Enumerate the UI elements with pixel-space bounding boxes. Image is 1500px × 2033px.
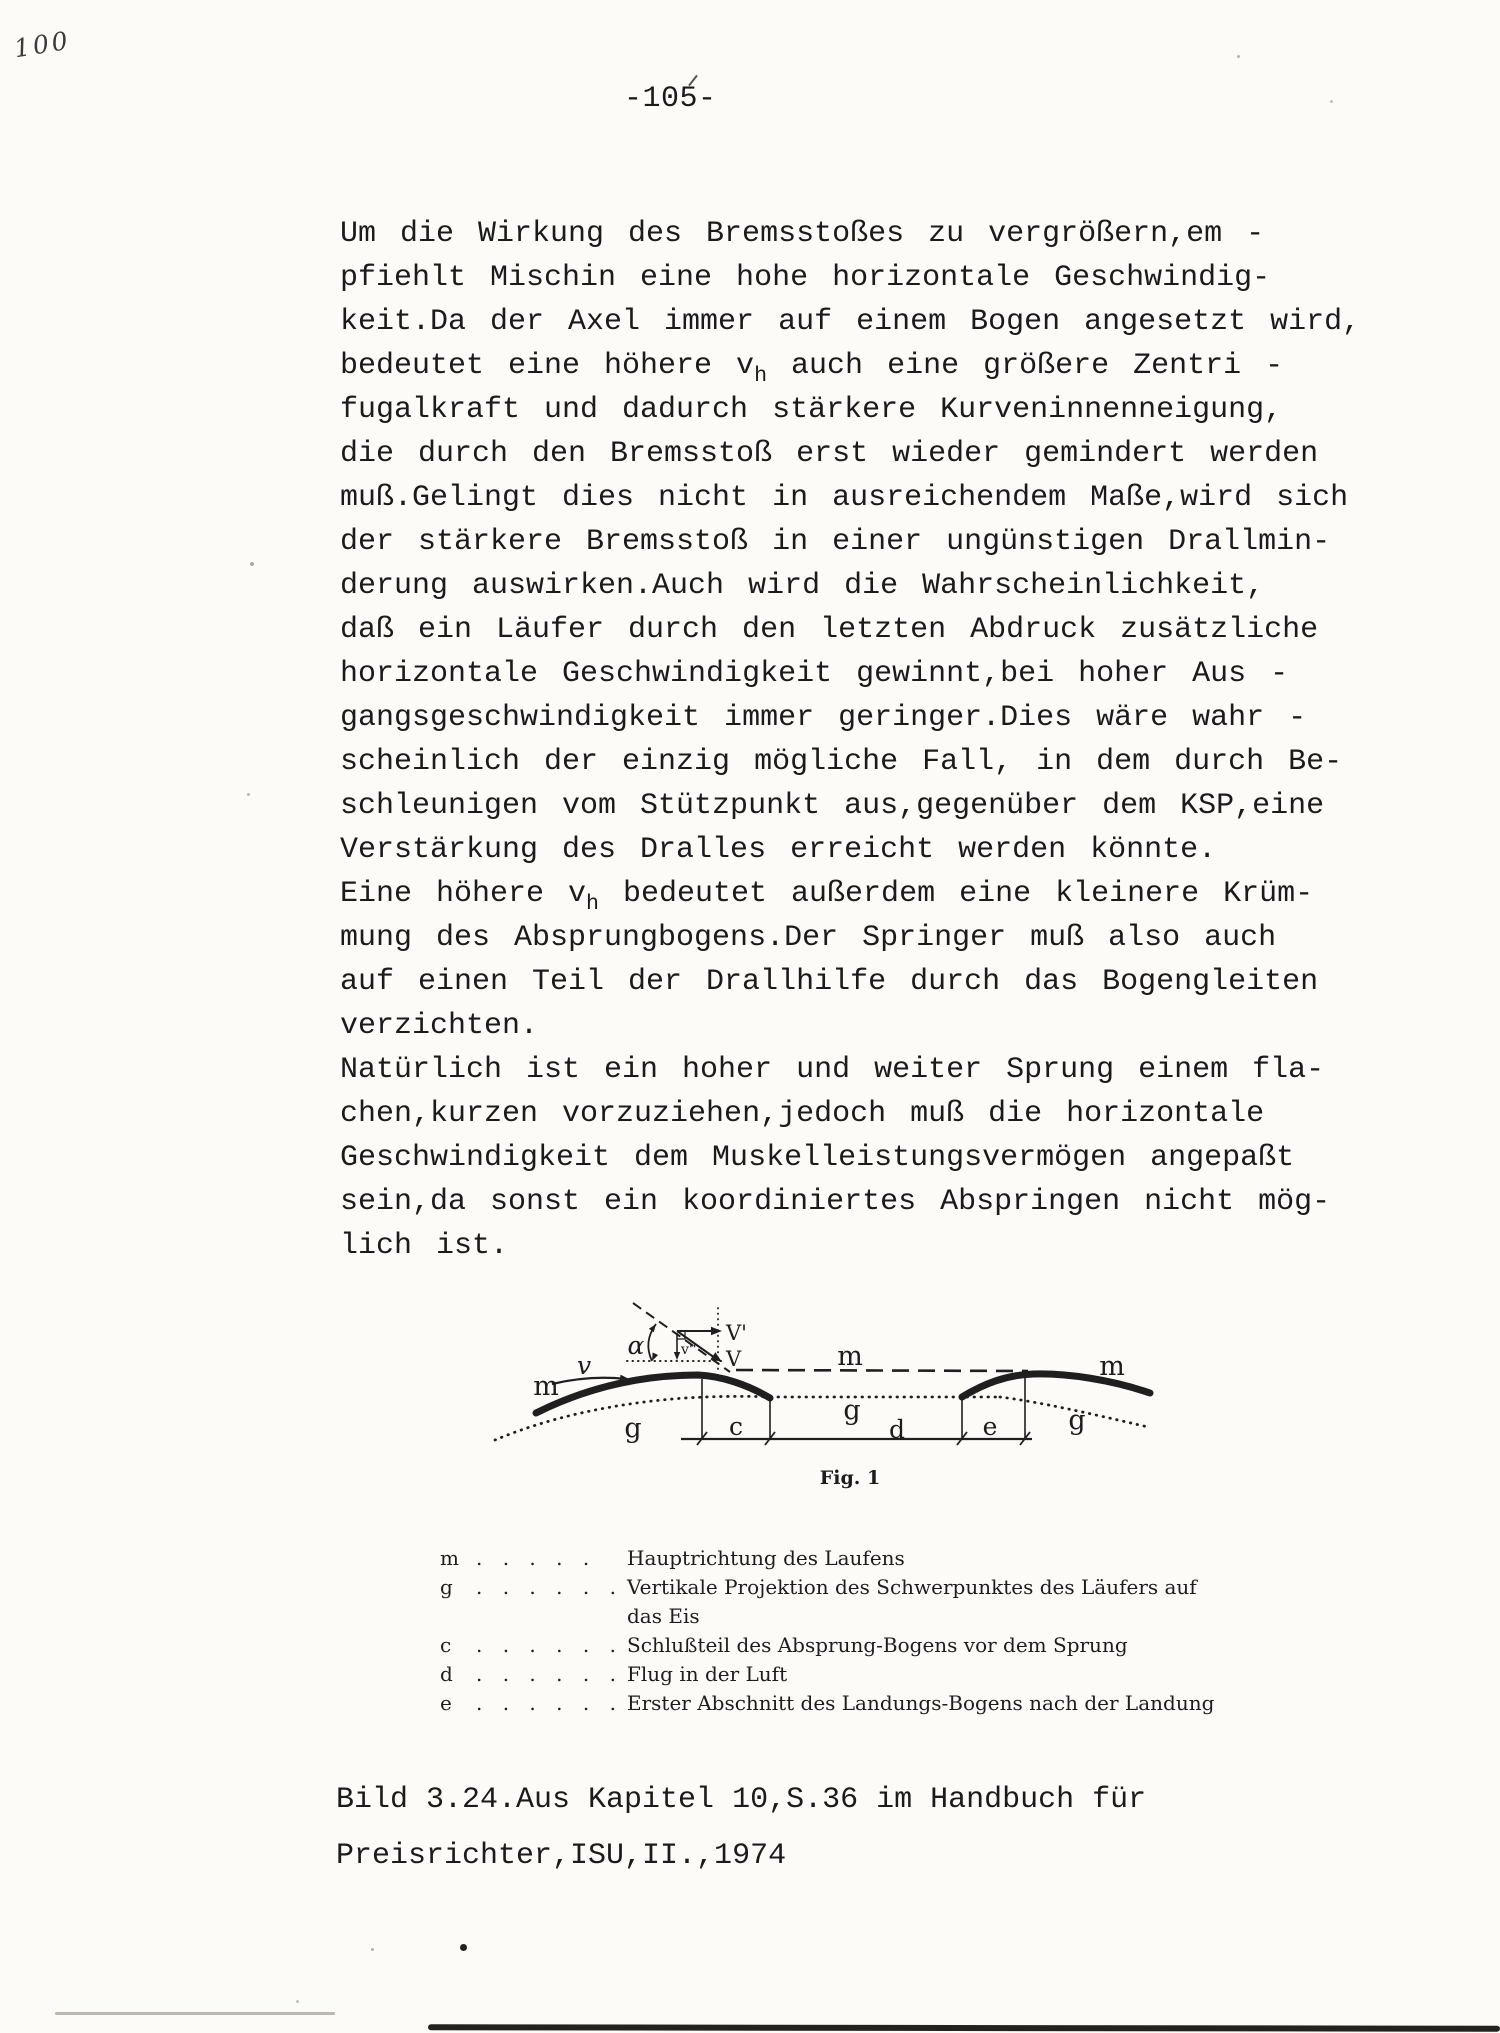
text-segment: chen,kurzen vorzuziehen,jedoch muß die horizontale: [340, 1097, 1265, 1131]
page-number: -105-: [624, 82, 717, 116]
body-line: [340, 784, 1380, 828]
label-m-left: m: [533, 1371, 559, 1402]
text-segment: Verstärkung des Dralles erreicht werden könnte.: [340, 833, 1217, 867]
scan-speck: [296, 2000, 299, 2003]
legend-key: g: [440, 1575, 453, 1599]
m-direction-line: [736, 1370, 1028, 1371]
text-segment: keit.Da der Axel immer auf einem Bogen angesetzt wird,: [340, 305, 1361, 339]
body-line: [340, 256, 1380, 300]
text-segment: bedeutet eine höhere v: [340, 349, 755, 383]
legend-row: [440, 1602, 1340, 1631]
label-v-prime: V': [726, 1321, 747, 1345]
text-segment: lich ist.: [340, 1229, 509, 1263]
legend-row: [440, 1631, 1340, 1660]
label-m-top: m: [837, 1341, 863, 1372]
text-segment: der stärkere Bremsstoß in einer ungünstigen Drallmin-: [340, 525, 1331, 559]
text-segment: auch eine größere Zentri -: [767, 349, 1284, 383]
text-segment: scheinlich der einzig mögliche Fall, in dem durch Be-: [340, 745, 1343, 779]
legend-dots: . . . . . .: [476, 1662, 623, 1686]
subscript: h: [586, 892, 600, 917]
text-segment: Um die Wirkung des Bremsstoßes zu vergrößern,em -: [340, 217, 1265, 251]
body-line: [340, 1180, 1380, 1224]
text-segment: gangsgeschwindigkeit immer geringer.Dies wäre wahr -: [340, 701, 1307, 735]
figure-diagram: [400, 1280, 1160, 1500]
legend-dots: . . . . .: [476, 1546, 597, 1570]
body-line: [340, 1004, 1380, 1048]
image-source-caption: [336, 1772, 1146, 1884]
legend-dots: . . . . . .: [476, 1691, 623, 1715]
body-line: [340, 960, 1380, 1004]
text-segment: Eine höhere v: [340, 877, 587, 911]
legend-key: e: [440, 1691, 452, 1715]
label-alpha: α: [627, 1331, 645, 1360]
subscript: h: [754, 364, 768, 389]
text-segment: mung des Absprungbogens.Der Springer muß also auch: [340, 921, 1277, 955]
body-line: [340, 432, 1380, 476]
text-segment: fugalkraft und dadurch stärkere Kurveninnenneigung,: [340, 393, 1283, 427]
body-line: [340, 300, 1380, 344]
label-g-mid: g: [843, 1395, 861, 1426]
figure-caption: Fig. 1: [819, 1467, 881, 1489]
text-segment: Geschwindigkeit dem Muskelleistungsvermögen angepaßt: [340, 1141, 1295, 1175]
text-segment: horizontale Geschwindigkeit gewinnt,bei hoher Aus -: [340, 657, 1289, 691]
body-line: [340, 696, 1380, 740]
body-line: [340, 1048, 1380, 1092]
body-line: [340, 1092, 1380, 1136]
arrowhead: [674, 1352, 680, 1360]
scan-speck: [1330, 100, 1333, 103]
text-segment: die durch den Bremsstoß erst wieder gemindert werden: [340, 437, 1319, 471]
body-text: [340, 212, 1380, 1268]
scan-speck: [371, 1948, 374, 1951]
scan-speck: [247, 793, 250, 796]
caption-line: Preisrichter,ISU,II.,1974: [336, 1839, 787, 1873]
body-line: [340, 828, 1380, 872]
legend-description: Flug in der Luft: [627, 1662, 788, 1686]
label-m-right: m: [1099, 1351, 1125, 1382]
figure-legend: [440, 1544, 1340, 1718]
label-v-arc: v: [576, 1351, 592, 1380]
text-segment: Natürlich ist ein hoher und weiter Sprung einem fla-: [340, 1053, 1325, 1087]
label-d: d: [888, 1415, 906, 1444]
label-e: e: [982, 1412, 998, 1441]
text-segment: sein,da sonst ein koordiniertes Abspringen nicht mög-: [340, 1185, 1331, 1219]
body-line: [340, 652, 1380, 696]
legend-description: Schlußteil des Absprung-Bogens vor dem Sprung: [627, 1633, 1128, 1657]
jump-trajectory-figure: [400, 1280, 1160, 1500]
text-segment: schleunigen vom Stützpunkt aus,gegenüber dem KSP,eine: [340, 789, 1325, 823]
text-segment: verzichten.: [340, 1009, 539, 1043]
body-line: [340, 916, 1380, 960]
caption-line: Bild 3.24.Aus Kapitel 10,S.36 im Handbuch für: [336, 1783, 1147, 1817]
text-segment: bedeutet außerdem eine kleinere Krüm-: [599, 877, 1314, 911]
scan-speck: [1237, 55, 1240, 58]
text-segment: muß.Gelingt dies nicht in ausreichendem Maße,wird sich: [340, 481, 1349, 515]
body-line: [340, 564, 1380, 608]
legend-key: d: [440, 1662, 453, 1686]
text-segment: pfiehlt Mischin eine hohe horizontale Geschwindig-: [340, 261, 1271, 295]
scan-speck: [250, 562, 254, 566]
text-segment: derung auswirken.Auch wird die Wahrscheinlichkeit,: [340, 569, 1265, 603]
legend-dots: . . . . . .: [476, 1633, 623, 1657]
body-line: [340, 212, 1380, 256]
label-g-left: g: [624, 1413, 642, 1444]
label-v-double: v'': [681, 1342, 697, 1358]
label-v-main: V: [726, 1347, 742, 1371]
body-line: [340, 1224, 1380, 1268]
body-line: [340, 344, 1380, 388]
legend-row: [440, 1544, 1340, 1573]
legend-description: Hauptrichtung des Laufens: [627, 1546, 905, 1570]
body-line: [340, 520, 1380, 564]
scan-speck: [460, 1944, 467, 1951]
body-line: [340, 608, 1380, 652]
legend-row: [440, 1689, 1340, 1718]
text-segment: auf einen Teil der Drallhilfe durch das Bogengleiten: [340, 965, 1319, 999]
scan-edge-smudge: [55, 2012, 335, 2015]
arrowhead: [649, 1322, 659, 1332]
legend-key: c: [440, 1633, 452, 1657]
legend-row: [440, 1573, 1340, 1602]
legend-dots: . . . . . .: [476, 1575, 623, 1599]
legend-description: das Eis: [627, 1604, 700, 1628]
handwritten-page-note: 100: [12, 25, 73, 64]
body-line: [340, 1136, 1380, 1180]
label-g-right: g: [1068, 1405, 1086, 1436]
body-line: [340, 740, 1380, 784]
text-segment: daß ein Läufer durch den letzten Abdruck zusätzliche: [340, 613, 1319, 647]
body-line: [340, 388, 1380, 432]
legend-description: Vertikale Projektion des Schwerpunktes des Läufers auf: [627, 1575, 1197, 1599]
body-line: [340, 476, 1380, 520]
legend-description: Erster Abschnitt des Landungs-Bogens nach der Landung: [627, 1691, 1215, 1715]
scan-edge-line: [428, 2024, 1500, 2031]
arrowhead: [711, 1327, 722, 1335]
label-c: c: [728, 1412, 744, 1441]
legend-row: [440, 1660, 1340, 1689]
body-line: [340, 872, 1380, 916]
legend-key: m: [440, 1546, 459, 1570]
